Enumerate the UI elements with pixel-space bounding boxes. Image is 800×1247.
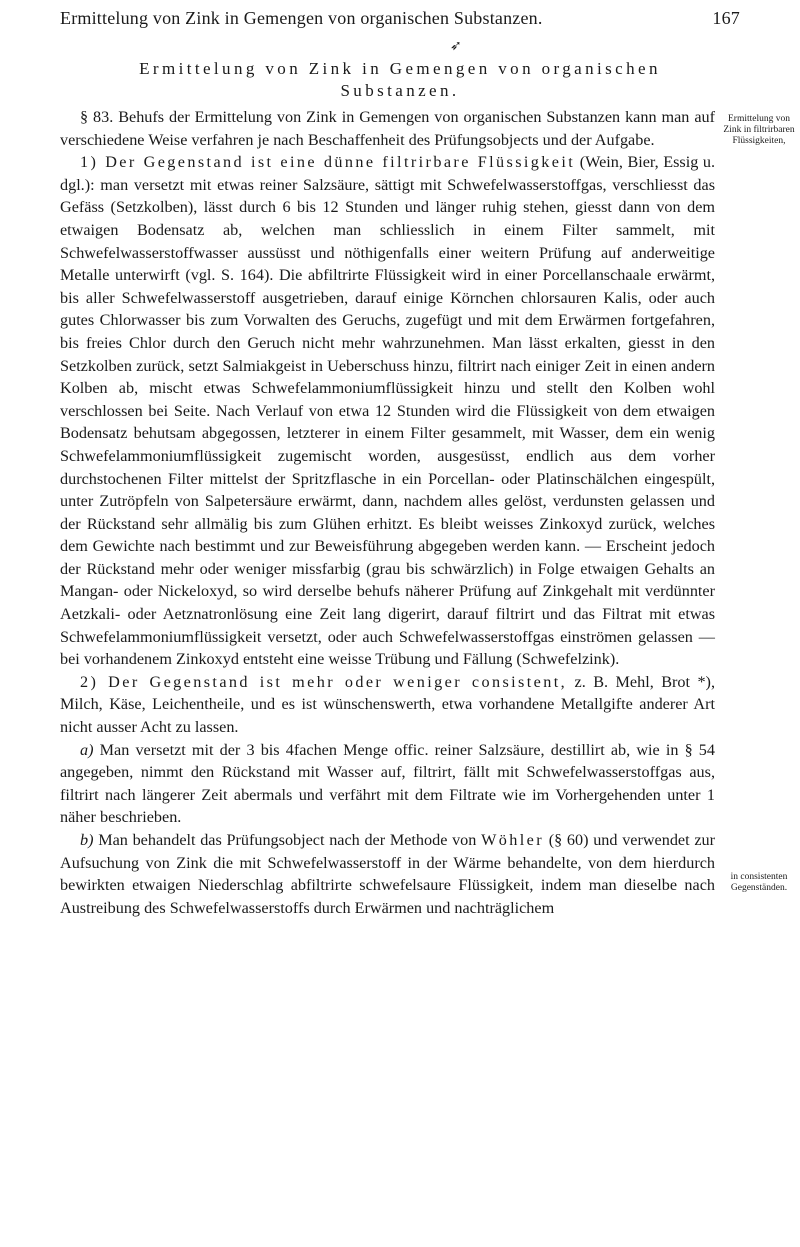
margin-note-consistent: in consistenten Gegenständen. xyxy=(730,872,788,893)
case-2b-label: b) xyxy=(80,831,94,849)
case-2b-text-b: (§ 60) und verwendet zur Aufsuchung von Zink die mit Schwefelwasserstoff in der Wärme behandelte, von dem hierdurch bewirkten etwaigen Niederschlag abfiltrirte schwefelsaure Flüssigkeit, indem man dieselbe nach Austreibung des Schwefelwasserstoffs durch Erwärmen und nachträglichem xyxy=(60,831,715,917)
case-1-heading: 1) Der Gegenstand ist eine dünne filtrirbare Flüssigkeit xyxy=(80,153,576,172)
author-name: Wöhler xyxy=(481,831,545,849)
page-number: 167 xyxy=(712,8,740,28)
paragraph-case-2b xyxy=(60,829,715,919)
margin-note-filtrable: Ermittelung von Zink in filtrirbaren Flüssigkeiten, xyxy=(723,114,795,146)
paragraph-case-2a xyxy=(60,739,715,829)
running-head xyxy=(60,8,740,29)
case-1-text: (Wein, Bier, Essig u. dgl.): man versetzt mit etwas reiner Salzsäure, sättigt mit Schwefelwasserstoffgas, verschliesst das Gefäss (Setzkolben), lässt durch 6 bis 12 Stunden und länger ruhig stehen, giesst dann von dem etwaigen Bodensatz ab, welchen man schliesslich in einem Filter sammelt, mit Schwefelwasserstoffwasser aussüsst und nöthigenfalls einer weitern Prüfung auf anderweitige Metalle unterwirft (vgl. S. 164). Die abfiltrirte Flüssigkeit wird in einer Porcellanschaale erwärmt, bis aller Schwefelwasserstoff ausgetrieben, darauf einige Körnchen chlorsauren Kalis, oder auch gutes Chlorwasser bis zum Vorwalten des Geruchs, zugefügt und mit dem Erwärmen fortgefahren, bis freies Chlor durch den Geruch nicht mehr wahrzunehmen. Man lässt erkalten, giesst in den Setzkolben zurück, setzt Salmiakgeist in Ueberschuss hinzu, filtrirt nach einiger Zeit in einen andern Kolben ab, mischt etwas Schwefelammoniumflüssigkeit hinzu und stellt den Kolben wohl verschlossen bei Seite. Nach Verlauf von etwa 12 Stunden wird die Flüssigkeit von dem etwaigen Bodensatz behutsam abgegossen, letzterer in einem Filter gesammelt, mit Wasser, dem ein wenig Schwefelammoniumflüssigkeit zugemischt worden, ausgesüsst, endlich aus dem vorher durchstochenen Filter mittelst der Spritzflasche in ein Porcellan- oder Platinschälchen eingespült, unter Zutröpfeln von Salpetersäure erwärmt, dann, nachdem alles gelöst, verdunsten gelassen und der Rückstand sehr allmälig bis zum Glühen erhitzt. Es bleibt weisses Zinkoxyd zurück, welches dem Gewichte nach bestimmt und zur Beweisführung abgegeben werden kann. — Erscheint jedoch der Rückstand mehr oder weniger missfarbig (grau bis schwärzlich) in Folge etwaigen Gehalts an Mangan- oder Nickeloxyd, so wird derselbe behufs näherer Prüfung auf Zinkgehalt mit verdünnter Aetzkali- oder Aetznatronlösung eine Zeit lang digerirt, darauf filtrirt und das Filtrat mit etwas Schwefelammoniumflüssigkeit versetzt, oder auch Schwefelwasserstoffgas einströmen gelassen — bei vorhandenem Zinkoxyd entsteht eine weisse Trübung und Fällung (Schwefelzink). xyxy=(60,153,715,669)
paragraph-case-1 xyxy=(60,151,715,671)
paragraph-83: § 83. Behufs der Ermittelung von Zink in Gemengen von organischen Substanzen kann man auf verschiedene Weise verfahren je nach Beschaffenheit des Prüfungsobjects und der Aufgabe. xyxy=(60,108,715,149)
case-2a-text: Man versetzt mit der 3 bis 4fachen Menge offic. reiner Salzsäure, destillirt ab, wie in § 54 angegeben, nimmt den Rückstand mit Wasser auf, filtrirt, fällt mit Schwefelwasserstoffgas aus, filtrirt nach längerer Zeit abermals und verfährt mit dem Filtrate wie im Vorhergehenden unter 1 näher beschrieben. xyxy=(60,740,715,827)
section-title xyxy=(60,58,740,102)
running-head-title: Ermittelung von Zink in Gemengen von organischen Substanzen. xyxy=(60,8,543,28)
case-2a-label: a) xyxy=(80,740,94,759)
case-2-text: z. B. Mehl, Brot *), Milch, Käse, Leichentheile, und es ist wünschenswerth, etwa vorhandene Metallgifte anderer Art nicht ausser Acht zu lassen. xyxy=(60,672,715,737)
case-2-heading: 2) Der Gegenstand ist mehr oder weniger consistent, xyxy=(80,672,568,691)
print-mark-icon: ➶ xyxy=(450,39,462,54)
section-title-line1: Ermittelung von Zink in Gemengen von organischen xyxy=(139,59,661,78)
case-2b-text-a: Man behandelt das Prüfungsobject nach der Methode von xyxy=(93,831,482,849)
section-title-line2: Substanzen. xyxy=(340,81,460,100)
paragraph-case-2 xyxy=(60,671,715,739)
body-text xyxy=(60,106,715,919)
